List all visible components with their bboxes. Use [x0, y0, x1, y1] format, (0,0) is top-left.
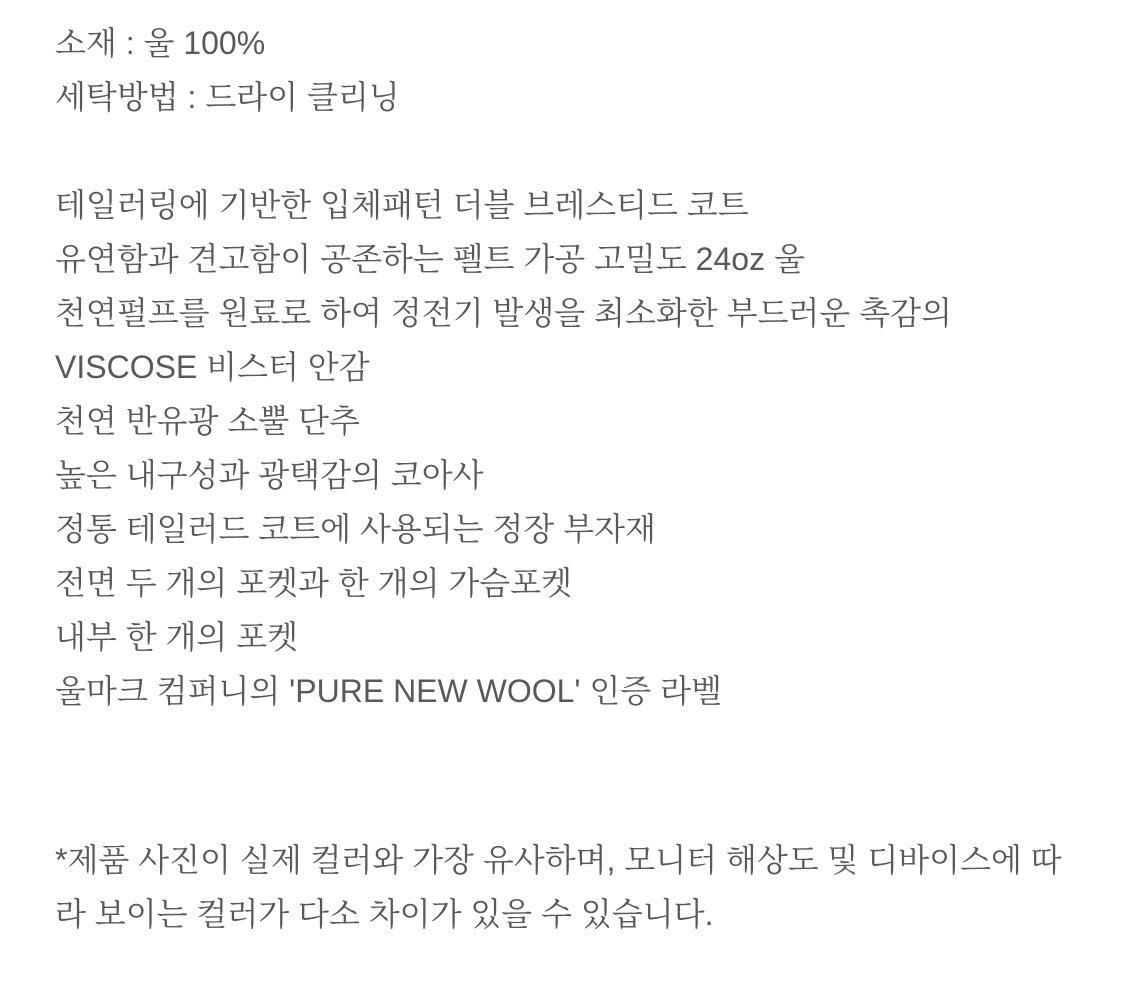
feature-line: VISCOSE 비스터 안감 — [55, 349, 370, 385]
color-disclaimer-section — [55, 833, 1067, 941]
feature-line: 내부 한 개의 포켓 — [55, 619, 299, 655]
feature-line: 정통 테일러드 코트에 사용되는 정장 부자재 — [55, 511, 656, 547]
feature-line: 울마크 컴퍼니의 'PURE NEW WOOL' 인증 라벨 — [55, 673, 722, 709]
feature-line: 천연 반유광 소뿔 단추 — [55, 403, 360, 439]
feature-line: 천연펄프를 원료로 하여 정전기 발생을 최소화한 부드러운 촉감의 — [55, 295, 952, 331]
color-disclaimer-text: *제품 사진이 실제 컬러와 가장 유사하며, 모니터 해상도 및 디바이스에 따라 보이는 컬러가 다소 차이가 있을 수 있습니다. — [55, 842, 1062, 932]
feature-line: 전면 두 개의 포켓과 한 개의 가슴포켓 — [55, 565, 573, 601]
product-specs — [55, 16, 1067, 124]
product-features — [55, 178, 1067, 718]
feature-line: 테일러링에 기반한 입체패턴 더블 브레스티드 코트 — [55, 187, 749, 223]
feature-line: 높은 내구성과 광택감의 코아사 — [55, 457, 484, 493]
feature-line: 유연함과 견고함이 공존하는 펠트 가공 고밀도 24oz 울 — [55, 241, 805, 277]
spec-material: 소재 : 울 100% — [55, 25, 266, 61]
spec-care-instructions: 세탁방법 : 드라이 클리닝 — [55, 79, 400, 115]
